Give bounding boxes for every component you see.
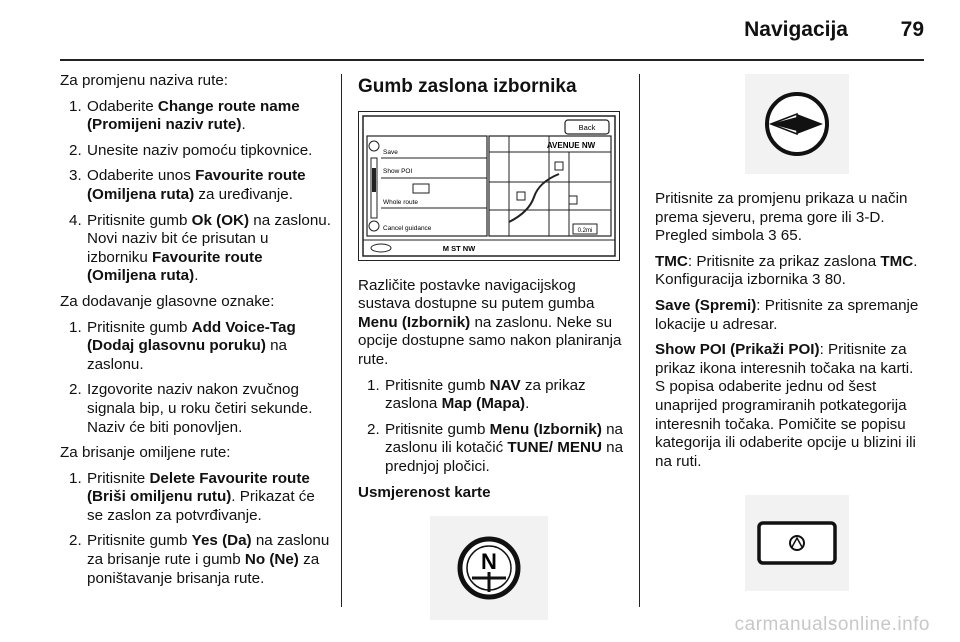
view-toggle-icon bbox=[745, 74, 849, 174]
scale-label: 0.2mi bbox=[577, 227, 593, 234]
menu-item-show-poi: Show POI bbox=[383, 167, 413, 175]
menu-steps bbox=[358, 377, 630, 477]
rename-lead: Za promjenu naziva rute: bbox=[60, 72, 228, 89]
view-toggle-icon-box bbox=[745, 74, 849, 174]
nav-screen-drawing bbox=[359, 112, 619, 260]
voice-steps bbox=[60, 319, 332, 438]
scroll-down-icon bbox=[369, 221, 379, 231]
list-item: 2. Izgovorite naziv nakon zvučnog signala bip, u roku četiri sekunde. Naziv će biti ponovljen. bbox=[69, 381, 313, 436]
page-title: Navigacija bbox=[744, 18, 848, 41]
column-3 bbox=[655, 72, 927, 591]
street-bottom-label: M ST NW bbox=[442, 243, 476, 253]
back-button-label: Back bbox=[578, 122, 596, 132]
list-item: 1. Pritisnite gumb NAV za prikaz zaslona Map (Mapa). bbox=[367, 376, 586, 413]
voice-lead: Za dodavanje glasovne oznake: bbox=[60, 292, 275, 310]
menu-intro: Različite postavke navigacijskog sustava dostupne su putem gumba Menu (Izbornik) na zaslonu. Neke su opcije dostupne samo nakon planiranja rute. bbox=[358, 276, 622, 368]
list-item: 2. Pritisnite gumb Menu (Izbornik) na zaslonu ili kotačić TUNE/ MENU na prednjoj pločici. bbox=[367, 420, 624, 475]
delete-lead: Za brisanje omiljene rute: bbox=[60, 444, 231, 462]
map-orientation-heading: Usmjerenost karte bbox=[358, 483, 491, 501]
list-item: 1. Odaberite Change route name (Promijeni naziv rute). bbox=[69, 97, 300, 134]
list-item: 2. Unesite naziv pomoću tipkovnice. bbox=[69, 141, 313, 159]
poi-button-icon-box bbox=[745, 495, 849, 591]
watermark: carmanualsonline.info bbox=[734, 614, 930, 635]
list-item: 1. Pritisnite Delete Favourite route (Briši omiljenu rutu). Prikazat će se zaslon za potvrđivanje. bbox=[69, 469, 315, 524]
header-divider bbox=[60, 59, 924, 61]
menu-item-cancel-guidance: Cancel guidance bbox=[383, 224, 432, 232]
show-poi-paragraph: Show POI (Prikaži POI): Pritisnite za prikaz ikona interesnih točaka na karti. S popisa odaberite jednu od šest unaprijed programiranih potkategorija interesnih točaka. Pomičite se popisu kategorija ili odaberite opcije u blizini ili na ruti. bbox=[655, 341, 916, 470]
north-compass-icon bbox=[430, 516, 548, 620]
list-item: 3. Odaberite unos Favourite route (Omiljena ruta) za uređivanje. bbox=[69, 167, 306, 203]
cross-ref-icon: 3 bbox=[768, 227, 777, 245]
section-title: Gumb zaslona izbornika bbox=[358, 76, 577, 97]
tmc-paragraph: TMC: Pritisnite za prikaz zaslona TMC. Konfiguracija izbornika 3 80. bbox=[655, 252, 918, 289]
page-number: 79 bbox=[900, 18, 924, 41]
list-item: 2. Pritisnite gumb Yes (Da) na zaslonu za brisanje rute i gumb No (Ne) za poništavanje brisanja rute. bbox=[69, 532, 330, 587]
map-area bbox=[489, 136, 611, 236]
list-item: 4. Pritisnite gumb Ok (OK) na zaslonu. Novi naziv bit će prisutan u izborniku Favourite route (Omiljena ruta). bbox=[69, 211, 331, 285]
delete-steps bbox=[60, 470, 332, 589]
north-compass-icon-box bbox=[430, 516, 548, 620]
list-item: 1. Pritisnite gumb Add Voice-Tag (Dodaj glasovnu poruku) na zaslonu. bbox=[69, 318, 296, 373]
cross-ref-icon: 3 bbox=[812, 271, 821, 289]
menu-screen-illustration bbox=[358, 111, 620, 261]
rename-steps bbox=[60, 98, 332, 286]
menu-item-whole-route: Whole route bbox=[383, 198, 419, 206]
column-2 bbox=[358, 72, 630, 620]
save-paragraph: Save (Spremi): Pritisnite za spremanje lokacije u adresar. bbox=[655, 296, 919, 333]
column-divider-1 bbox=[341, 74, 342, 607]
street-top-label: AVENUE NW bbox=[546, 140, 596, 150]
north-letter: N bbox=[481, 549, 497, 575]
view-mode-paragraph: Pritisnite za promjenu prikaza u način prema sjeveru, prema gore ili 3-D. Pregled simbola 3 65. bbox=[655, 190, 908, 245]
menu-item-save: Save bbox=[383, 148, 398, 156]
scroll-up-icon bbox=[369, 141, 379, 151]
column-divider-2 bbox=[639, 74, 640, 607]
poi-button-icon bbox=[745, 495, 849, 591]
column-1 bbox=[60, 72, 332, 595]
